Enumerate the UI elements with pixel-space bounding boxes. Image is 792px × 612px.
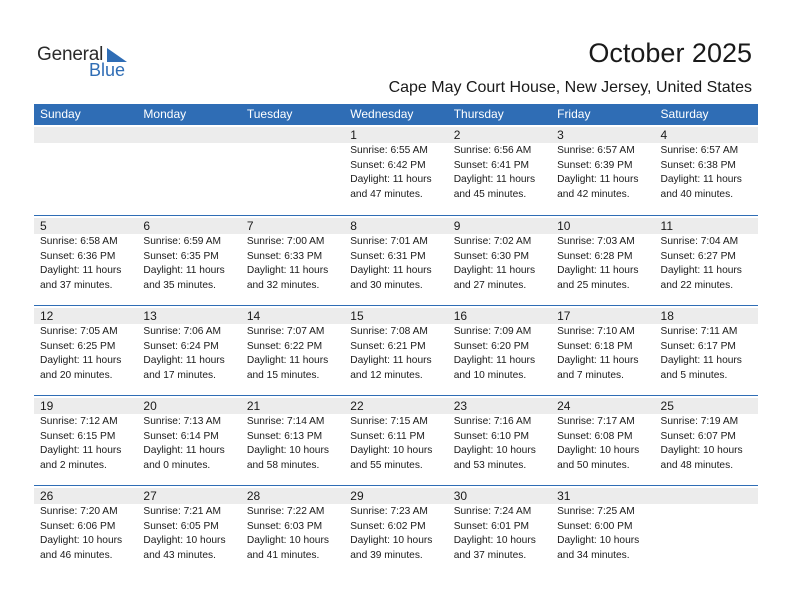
sunset-time: Sunset: 6:03 PM xyxy=(246,520,323,532)
daylight-minutes: and 47 minutes. xyxy=(350,188,423,200)
calendar-week-row xyxy=(34,395,758,485)
sunset-time: Sunset: 6:18 PM xyxy=(557,340,633,352)
sunset-time: Sunset: 6:20 PM xyxy=(453,340,530,352)
day-number: 29 xyxy=(344,488,447,504)
day-number xyxy=(241,127,344,143)
sunrise-time: Sunrise: 7:10 AM xyxy=(557,326,635,337)
day-cell xyxy=(137,306,240,395)
day-number: 13 xyxy=(137,308,240,324)
sunrise-time: Sunrise: 7:13 AM xyxy=(143,416,222,427)
daylight-hours: Daylight: 10 hours xyxy=(557,445,640,457)
daylight-minutes: and 43 minutes. xyxy=(143,549,216,561)
sunrise-time: Sunrise: 7:00 AM xyxy=(246,236,325,247)
sunrise-time: Sunrise: 7:05 AM xyxy=(40,326,118,337)
day-cell xyxy=(344,125,447,215)
sunrise-time: Sunrise: 7:16 AM xyxy=(453,416,532,427)
day-number: 22 xyxy=(344,398,447,414)
day-number xyxy=(137,127,240,143)
daylight-hours: Daylight: 11 hours xyxy=(40,355,122,367)
day-number: 25 xyxy=(655,398,758,414)
day-cell xyxy=(655,396,758,485)
day-cell xyxy=(137,486,240,575)
daylight-minutes: and 15 minutes. xyxy=(246,369,320,381)
daylight-minutes: and 46 minutes. xyxy=(40,549,113,561)
calendar-week-row xyxy=(34,485,758,575)
empty-day-cell xyxy=(655,486,758,575)
day-number: 10 xyxy=(551,218,654,234)
day-cell xyxy=(448,486,551,575)
sunset-time: Sunset: 6:41 PM xyxy=(453,159,530,171)
sunrise-time: Sunrise: 7:24 AM xyxy=(453,506,532,517)
logo-word-general: General xyxy=(37,44,104,65)
sunset-time: Sunset: 6:07 PM xyxy=(660,430,736,442)
sunset-time: Sunset: 6:35 PM xyxy=(143,250,219,262)
sunset-time: Sunset: 6:24 PM xyxy=(143,340,219,352)
sunrise-time: Sunrise: 7:23 AM xyxy=(350,506,428,517)
sunrise-time: Sunrise: 6:57 AM xyxy=(660,145,739,156)
sunrise-time: Sunrise: 6:55 AM xyxy=(350,145,428,156)
sunset-time: Sunset: 6:10 PM xyxy=(453,430,530,442)
daylight-minutes: and 27 minutes. xyxy=(453,279,527,291)
daylight-hours: Daylight: 11 hours xyxy=(557,355,639,367)
day-number: 26 xyxy=(34,488,137,504)
daylight-hours: Daylight: 11 hours xyxy=(453,355,536,367)
sunset-time: Sunset: 6:11 PM xyxy=(350,430,425,442)
day-number: 2 xyxy=(448,127,551,143)
day-number: 11 xyxy=(655,218,758,234)
day-cell xyxy=(137,216,240,305)
sunrise-time: Sunrise: 7:20 AM xyxy=(40,506,118,517)
daylight-minutes: and 25 minutes. xyxy=(557,279,630,291)
sunset-time: Sunset: 6:42 PM xyxy=(350,159,426,171)
daylight-minutes: and 7 minutes. xyxy=(557,369,624,381)
day-cell xyxy=(34,396,137,485)
calendar-week-row xyxy=(34,215,758,305)
day-number: 24 xyxy=(551,398,654,414)
day-number xyxy=(34,127,137,143)
day-cell xyxy=(551,216,654,305)
daylight-hours: Daylight: 11 hours xyxy=(453,174,536,186)
day-cell xyxy=(34,486,137,575)
sunset-time: Sunset: 6:27 PM xyxy=(660,250,736,262)
empty-day-cell xyxy=(241,125,344,215)
daylight-minutes: and 2 minutes. xyxy=(40,459,107,471)
sunrise-time: Sunrise: 7:22 AM xyxy=(246,506,325,517)
weekday-tuesday: Tuesday xyxy=(246,107,293,121)
weekday-friday: Friday xyxy=(557,107,591,121)
daylight-minutes: and 55 minutes. xyxy=(350,459,423,471)
weekday-header xyxy=(34,104,758,125)
daylight-minutes: and 10 minutes. xyxy=(453,369,527,381)
sunset-time: Sunset: 6:31 PM xyxy=(350,250,426,262)
daylight-hours: Daylight: 10 hours xyxy=(453,445,536,457)
day-number: 5 xyxy=(34,218,137,234)
daylight-minutes: and 34 minutes. xyxy=(557,549,630,561)
sunrise-time: Sunrise: 7:06 AM xyxy=(143,326,222,337)
daylight-minutes: and 32 minutes. xyxy=(246,279,320,291)
daylight-hours: Daylight: 11 hours xyxy=(143,265,225,277)
day-cell xyxy=(551,306,654,395)
weekday-sunday: Sunday xyxy=(40,107,81,121)
day-cell xyxy=(344,486,447,575)
sunset-time: Sunset: 6:17 PM xyxy=(660,340,736,352)
sunset-time: Sunset: 6:00 PM xyxy=(557,520,633,532)
daylight-minutes: and 17 minutes. xyxy=(143,369,216,381)
day-cell xyxy=(448,396,551,485)
daylight-hours: Daylight: 11 hours xyxy=(40,445,122,457)
sunset-time: Sunset: 6:01 PM xyxy=(453,520,530,532)
daylight-minutes: and 5 minutes. xyxy=(660,369,728,381)
daylight-hours: Daylight: 11 hours xyxy=(660,355,742,367)
day-number: 31 xyxy=(551,488,654,504)
calendar-weeks xyxy=(34,125,758,575)
sunset-time: Sunset: 6:08 PM xyxy=(557,430,633,442)
daylight-hours: Daylight: 11 hours xyxy=(453,265,536,277)
sunrise-time: Sunrise: 6:56 AM xyxy=(453,145,532,156)
daylight-hours: Daylight: 11 hours xyxy=(40,265,122,277)
sunset-time: Sunset: 6:02 PM xyxy=(350,520,426,532)
day-cell xyxy=(448,216,551,305)
day-number: 7 xyxy=(241,218,344,234)
sunset-time: Sunset: 6:28 PM xyxy=(557,250,633,262)
sunset-time: Sunset: 6:25 PM xyxy=(40,340,116,352)
sunrise-time: Sunrise: 7:15 AM xyxy=(350,416,428,427)
day-number: 12 xyxy=(34,308,137,324)
daylight-minutes: and 58 minutes. xyxy=(246,459,320,471)
daylight-hours: Daylight: 11 hours xyxy=(557,174,639,186)
sunset-time: Sunset: 6:05 PM xyxy=(143,520,219,532)
sunrise-time: Sunrise: 7:07 AM xyxy=(246,326,325,337)
day-number: 17 xyxy=(551,308,654,324)
day-number: 27 xyxy=(137,488,240,504)
day-number: 19 xyxy=(34,398,137,414)
daylight-hours: Daylight: 10 hours xyxy=(40,535,123,547)
sunrise-time: Sunrise: 6:58 AM xyxy=(40,236,118,247)
daylight-hours: Daylight: 11 hours xyxy=(350,174,432,186)
daylight-hours: Daylight: 10 hours xyxy=(350,445,433,457)
daylight-minutes: and 22 minutes. xyxy=(660,279,734,291)
brand-logo xyxy=(37,44,137,80)
sunrise-time: Sunrise: 7:25 AM xyxy=(557,506,635,517)
daylight-hours: Daylight: 10 hours xyxy=(350,535,433,547)
day-number: 15 xyxy=(344,308,447,324)
daylight-hours: Daylight: 11 hours xyxy=(350,265,432,277)
daylight-minutes: and 53 minutes. xyxy=(453,459,527,471)
calendar-week-row xyxy=(34,305,758,395)
day-cell xyxy=(344,216,447,305)
location-subtitle: Cape May Court House, New Jersey, United States xyxy=(388,79,752,96)
day-cell xyxy=(344,396,447,485)
day-number: 9 xyxy=(448,218,551,234)
daylight-minutes: and 20 minutes. xyxy=(40,369,113,381)
daylight-hours: Daylight: 11 hours xyxy=(660,265,742,277)
weekday-monday: Monday xyxy=(143,107,187,121)
daylight-minutes: and 42 minutes. xyxy=(557,188,630,200)
day-number: 20 xyxy=(137,398,240,414)
daylight-minutes: and 37 minutes. xyxy=(40,279,113,291)
day-number: 28 xyxy=(241,488,344,504)
daylight-hours: Daylight: 11 hours xyxy=(246,265,329,277)
day-cell xyxy=(655,216,758,305)
day-cell xyxy=(655,306,758,395)
day-cell xyxy=(551,486,654,575)
daylight-minutes: and 45 minutes. xyxy=(453,188,527,200)
day-cell xyxy=(551,396,654,485)
weekday-thursday: Thursday xyxy=(453,107,504,121)
sunrise-time: Sunrise: 6:57 AM xyxy=(557,145,635,156)
sunset-time: Sunset: 6:22 PM xyxy=(246,340,323,352)
sunset-time: Sunset: 6:33 PM xyxy=(246,250,323,262)
sunrise-time: Sunrise: 7:14 AM xyxy=(246,416,325,427)
empty-day-cell xyxy=(34,125,137,215)
sunset-time: Sunset: 6:15 PM xyxy=(40,430,116,442)
sunrise-time: Sunrise: 7:11 AM xyxy=(660,326,738,337)
daylight-minutes: and 12 minutes. xyxy=(350,369,423,381)
day-cell xyxy=(344,306,447,395)
day-cell xyxy=(137,396,240,485)
sunrise-time: Sunrise: 7:09 AM xyxy=(453,326,532,337)
sunset-time: Sunset: 6:30 PM xyxy=(453,250,530,262)
daylight-hours: Daylight: 10 hours xyxy=(453,535,536,547)
daylight-minutes: and 41 minutes. xyxy=(246,549,320,561)
day-number: 16 xyxy=(448,308,551,324)
calendar-week-row xyxy=(34,125,758,215)
weekday-wednesday: Wednesday xyxy=(350,107,414,121)
sunset-time: Sunset: 6:13 PM xyxy=(246,430,323,442)
sunset-time: Sunset: 6:14 PM xyxy=(143,430,219,442)
daylight-minutes: and 50 minutes. xyxy=(557,459,630,471)
day-cell xyxy=(241,306,344,395)
day-cell xyxy=(241,216,344,305)
weekday-saturday: Saturday xyxy=(660,107,709,121)
daylight-hours: Daylight: 10 hours xyxy=(246,445,329,457)
day-cell xyxy=(655,125,758,215)
sunset-time: Sunset: 6:36 PM xyxy=(40,250,116,262)
day-number: 30 xyxy=(448,488,551,504)
daylight-minutes: and 37 minutes. xyxy=(453,549,527,561)
day-cell xyxy=(448,306,551,395)
calendar-grid xyxy=(34,104,758,575)
sunrise-time: Sunrise: 7:19 AM xyxy=(660,416,739,427)
sunrise-time: Sunrise: 7:21 AM xyxy=(143,506,222,517)
day-number: 18 xyxy=(655,308,758,324)
sunrise-time: Sunrise: 6:59 AM xyxy=(143,236,222,247)
day-number xyxy=(655,488,758,504)
daylight-hours: Daylight: 10 hours xyxy=(660,445,743,457)
daylight-hours: Daylight: 10 hours xyxy=(557,535,640,547)
daylight-hours: Daylight: 11 hours xyxy=(246,355,329,367)
daylight-minutes: and 48 minutes. xyxy=(660,459,734,471)
logo-word-blue: Blue xyxy=(89,60,126,80)
daylight-hours: Daylight: 11 hours xyxy=(557,265,639,277)
sunrise-time: Sunrise: 7:04 AM xyxy=(660,236,739,247)
day-number: 23 xyxy=(448,398,551,414)
daylight-minutes: and 30 minutes. xyxy=(350,279,423,291)
sunrise-time: Sunrise: 7:08 AM xyxy=(350,326,428,337)
sunrise-time: Sunrise: 7:03 AM xyxy=(557,236,635,247)
empty-day-cell xyxy=(137,125,240,215)
day-cell xyxy=(448,125,551,215)
day-cell xyxy=(241,396,344,485)
daylight-minutes: and 39 minutes. xyxy=(350,549,423,561)
daylight-hours: Daylight: 11 hours xyxy=(350,355,432,367)
day-cell xyxy=(551,125,654,215)
day-number: 14 xyxy=(241,308,344,324)
day-number: 4 xyxy=(655,127,758,143)
day-cell xyxy=(34,216,137,305)
sunrise-time: Sunrise: 7:02 AM xyxy=(453,236,532,247)
daylight-hours: Daylight: 11 hours xyxy=(660,174,742,186)
day-cell xyxy=(241,486,344,575)
day-number: 6 xyxy=(137,218,240,234)
day-number: 21 xyxy=(241,398,344,414)
page-title: October 2025 xyxy=(588,38,752,68)
sunset-time: Sunset: 6:21 PM xyxy=(350,340,426,352)
day-cell xyxy=(34,306,137,395)
sunset-time: Sunset: 6:39 PM xyxy=(557,159,633,171)
daylight-minutes: and 40 minutes. xyxy=(660,188,734,200)
sunrise-time: Sunrise: 7:17 AM xyxy=(557,416,635,427)
sunset-time: Sunset: 6:38 PM xyxy=(660,159,736,171)
daylight-minutes: and 35 minutes. xyxy=(143,279,216,291)
daylight-minutes: and 0 minutes. xyxy=(143,459,211,471)
day-number: 8 xyxy=(344,218,447,234)
daylight-hours: Daylight: 11 hours xyxy=(143,355,225,367)
sunset-time: Sunset: 6:06 PM xyxy=(40,520,116,532)
daylight-hours: Daylight: 11 hours xyxy=(143,445,225,457)
sunrise-time: Sunrise: 7:12 AM xyxy=(40,416,118,427)
daylight-hours: Daylight: 10 hours xyxy=(143,535,226,547)
day-number: 1 xyxy=(344,127,447,143)
sunrise-time: Sunrise: 7:01 AM xyxy=(350,236,428,247)
day-number: 3 xyxy=(551,127,654,143)
daylight-hours: Daylight: 10 hours xyxy=(246,535,329,547)
